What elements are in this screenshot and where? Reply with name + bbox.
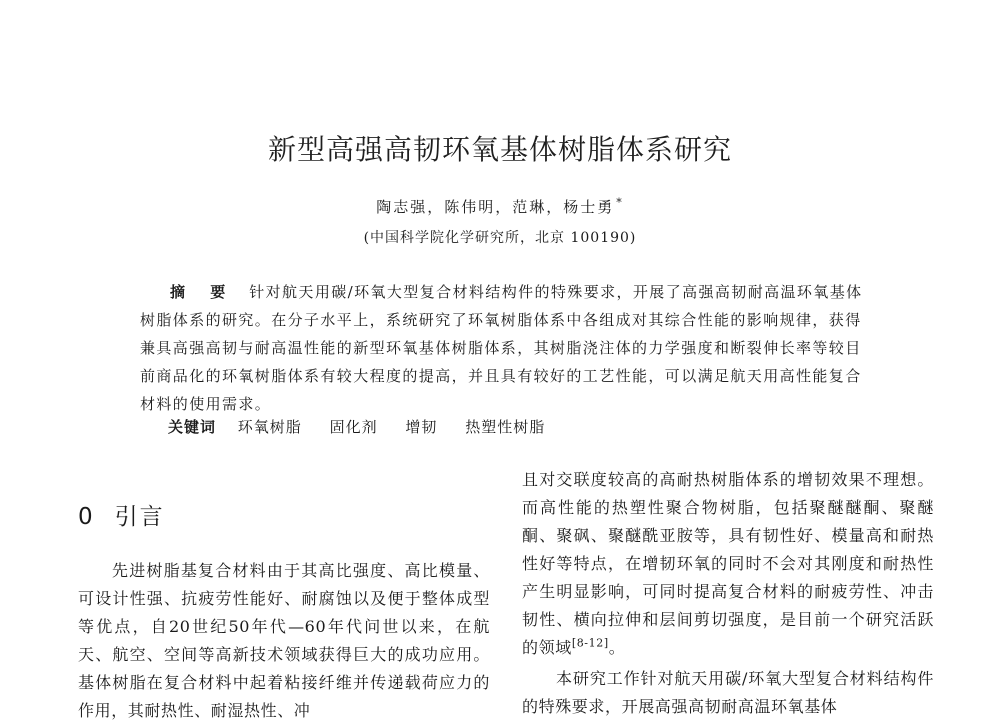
authors-text: 陶志强，陈伟明，范琳，杨士勇: [376, 198, 615, 216]
paper-title: 新型高强高韧环氧基体树脂体系研究: [267, 133, 732, 166]
paragraph-end: 。: [608, 638, 626, 657]
abstract-label: 摘 要: [170, 283, 236, 301]
author-list: [0, 196, 1000, 217]
section-title: 引言: [114, 504, 165, 530]
work-paragraph: 本研究工作针对航天用碳/环氧大型复合材料结构件的特殊要求，开展高强高韧耐高温环氧基体: [522, 669, 934, 716]
affiliation: (中国科学院化学研究所，北京 100190): [363, 230, 637, 246]
keywords: [168, 416, 567, 437]
keyword-item: 环氧树脂: [237, 418, 302, 436]
corresponding-author-mark: *: [616, 196, 624, 209]
citation-ref: [8-12]: [571, 636, 609, 650]
section-heading: [78, 498, 490, 531]
abstract-text: 针对航天用碳/环氧大型复合材料结构件的特殊要求，开展了高强高韧耐高温环氧基体树脂体系的研究。在分子水平上，系统研究了环氧树脂体系中各组成对其综合性能的影响规律，获得兼具高强高韧与耐高温性能的新型环氧基体树脂体系，其树脂浇注体的力学强度和断裂伸长率等较目前商品化的环氧树脂体系有较大程度的提高，并且具有较好的工艺性能，可以满足航天用高性能复合材料的使用需求。: [140, 283, 863, 413]
section-number: 0: [78, 504, 95, 530]
intro-paragraph: 先进树脂基复合材料由于其高比强度、高比模量、可设计性强、抗疲劳性能好、耐腐蚀以及便于整体成型等优点，自20世纪50年代—60年代问世以来，在航天、航空、空间等高新技术领域获得巨大的成功应用。基体树脂在复合材料中起着粘接纤维并传递载荷应力的作用，其耐热性、耐湿热性、冲: [78, 561, 490, 720]
keyword-item: 固化剂: [329, 418, 378, 436]
abstract: [140, 278, 875, 418]
continued-paragraph: [522, 466, 934, 662]
right-column: [522, 466, 934, 721]
keyword-item: 增韧: [405, 418, 438, 436]
left-column: [78, 498, 490, 725]
keywords-label: 关键词: [168, 418, 217, 436]
keyword-item: 热塑性树脂: [465, 418, 546, 436]
paragraph-text: 且对交联度较高的高耐热树脂体系的增韧效果不理想。而高性能的热塑性聚合物树脂，包括聚醚醚酮、聚醚酮、聚砜、聚醚酰亚胺等，具有韧性好、模量高和耐热性好等特点，在增韧环氧的同时不会对其刚度和耐热性产生明显影响，可同时提高复合材料的耐疲劳性、冲击韧性、横向拉伸和层间剪切强度，是目前一个研究活跃的领域: [522, 470, 934, 657]
